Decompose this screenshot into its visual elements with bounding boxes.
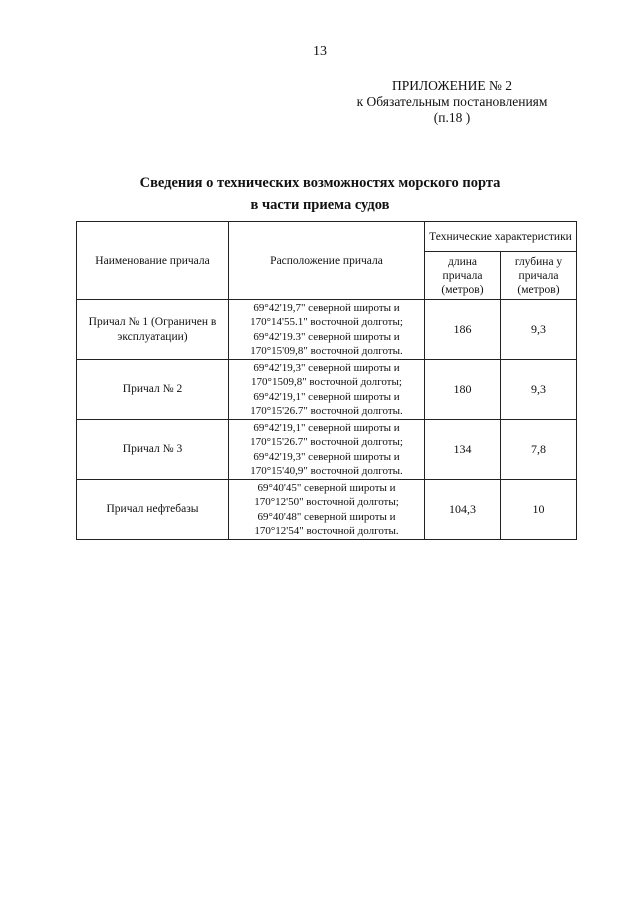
coordinate-line: 170°15'26.7" восточной долготы;	[250, 436, 403, 448]
berth-coordinates	[229, 300, 425, 360]
coordinate-line: 170°14'55.1" восточной долготы;	[250, 316, 403, 328]
table-row	[77, 420, 577, 480]
table-row	[77, 360, 577, 420]
berth-depth: 10	[501, 480, 577, 540]
berth-name: Причал № 3	[77, 420, 229, 480]
coordinate-line: 170°15'40,9" восточной долготы.	[250, 465, 403, 477]
berths-table	[76, 221, 577, 540]
berth-coordinates	[229, 420, 425, 480]
coordinate-line: 170°15'09,8" восточной долготы.	[250, 345, 403, 357]
coordinate-line: 69°42'19,3" северной широты и	[253, 361, 400, 374]
berth-length: 180	[425, 360, 501, 420]
document-title-line-1: Сведения о технических возможностях морского порта	[139, 175, 501, 191]
table-row	[77, 480, 577, 540]
coordinate-line: 69°42'19.3" северной широты и	[253, 330, 400, 343]
document-title-line-2: в части приема судов	[250, 197, 390, 213]
berth-length: 186	[425, 300, 501, 360]
coordinate-line: 170°15'26.7" восточной долготы.	[250, 405, 403, 417]
document-title	[0, 172, 640, 216]
appendix-title: ПРИЛОЖЕНИЕ № 2	[391, 78, 513, 93]
berth-length: 134	[425, 420, 501, 480]
header-berth-location: Расположение причала	[229, 222, 425, 300]
header-berth-depth: глубина у причала (метров)	[501, 252, 577, 300]
coordinate-line: 69°42'19,7" северной широты и	[253, 301, 400, 314]
berth-depth: 7,8	[501, 420, 577, 480]
coordinate-line: 69°42'19,1" северной широты и	[253, 421, 400, 434]
coordinate-line: 69°42'19,1" северной широты и	[253, 390, 400, 403]
coordinate-line: 170°1509,8" восточной долготы;	[251, 376, 402, 388]
berth-coordinates	[229, 360, 425, 420]
berth-name: Причал № 1 (Ограничен в эксплуатации)	[77, 300, 229, 360]
table-row	[77, 300, 577, 360]
appendix-reference: (п.18 )	[433, 110, 471, 125]
berth-length: 104,3	[425, 480, 501, 540]
header-berth-length: длина причала (метров)	[425, 252, 501, 300]
appendix-heading	[322, 78, 582, 126]
coordinate-line: 170°12'54" восточной долготы.	[254, 525, 399, 537]
header-technical-characteristics: Технические характеристики	[425, 222, 577, 252]
coordinate-line: 69°40'45" северной широты и	[257, 481, 396, 494]
berth-name: Причал № 2	[77, 360, 229, 420]
coordinate-line: 69°40'48" северной широты и	[257, 510, 396, 523]
berth-coordinates	[229, 480, 425, 540]
berth-depth: 9,3	[501, 360, 577, 420]
header-berth-name: Наименование причала	[77, 222, 229, 300]
berth-name: Причал нефтебазы	[77, 480, 229, 540]
page-number: 13	[313, 44, 327, 59]
coordinate-line: 69°42'19,3" северной широты и	[253, 450, 400, 463]
appendix-subtitle: к Обязательным постановлениям	[356, 94, 548, 109]
coordinate-line: 170°12'50" восточной долготы;	[254, 496, 399, 508]
berth-depth: 9,3	[501, 300, 577, 360]
